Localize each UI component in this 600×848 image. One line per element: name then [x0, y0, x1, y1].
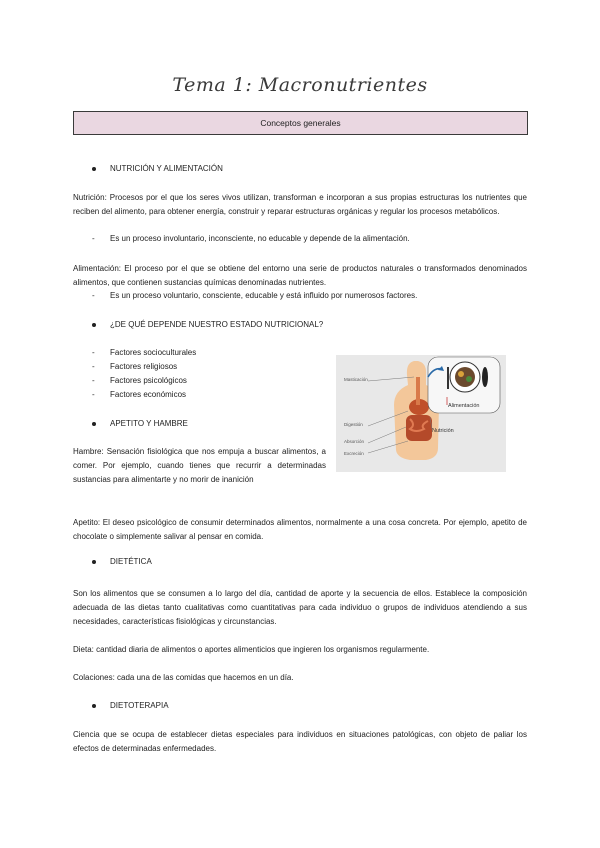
list-item: - Es un proceso voluntario, consciente, educable y está influido por numerosos factores.	[92, 291, 418, 300]
paragraph-nutricion: Nutrición: Procesos por el que los seres vivos utilizan, transforman e incorporan a sus propias estructuras los nutrientes que reciben del alimento, para obtener energía, construir y reparar estructuras orgánicas y regular los procesos metabólicos.	[73, 193, 527, 216]
esophagus-shape	[416, 377, 420, 405]
list-item: - Factores religiosos	[92, 362, 178, 371]
heading-nutricion-alimentacion: NUTRICIÓN Y ALIMENTACIÓN	[92, 164, 223, 173]
label-masticacion: Masticación	[344, 377, 368, 382]
list-item: - Factores económicos	[92, 390, 187, 399]
bullet-icon	[92, 323, 96, 327]
dash-icon: -	[92, 390, 95, 399]
bullet-icon	[92, 704, 96, 708]
paragraph-dieta: Dieta: cantidad diaria de alimentos o aportes alimenticios que ingieren los organismos regularmente.	[73, 645, 430, 654]
knife-icon	[482, 367, 488, 387]
food-icon	[455, 367, 475, 387]
label-digestion: Digestión	[344, 422, 363, 427]
dash-icon: -	[92, 291, 95, 300]
dash-icon: -	[92, 234, 95, 243]
paragraph-dietetica: Son los alimentos que se consumen a lo largo del día, cantidad de aporte y la secuencia de ellos. Establece la composición adecuada de las dietas tanto cualitativas como cuantitativas para cada individuo o grupos de individuos atendiendo a sus necesidades, características fisiológicas y circunstancias.	[73, 589, 527, 626]
paragraph-hambre: Hambre: Sensación fisiológica que nos empuja a buscar alimentos, a comer. Por ejemplo, cuando tienes que recurrir a determinadas sustancias para alimentarte y no morir de inanición	[73, 447, 326, 484]
paragraph-dietoterapia: Ciencia que se ocupa de establecer dietas especiales para individuos en situaciones patológicas, con objeto de paliar los efectos de determinadas enfermedades.	[73, 730, 527, 753]
heading-dietoterapia: DIETOTERAPIA	[92, 701, 169, 710]
heading-estado-nutricional: ¿DE QUÉ DEPENDE NUESTRO ESTADO NUTRICIONAL?	[92, 320, 323, 329]
paragraph-colaciones: Colaciones: cada una de las comidas que hacemos en un día.	[73, 673, 294, 682]
dash-icon: -	[92, 348, 95, 357]
page-title: Tema 1: Macronutrientes	[172, 74, 428, 96]
label-nutricion: Nutrición	[432, 428, 454, 434]
food-detail	[466, 376, 472, 382]
heading-apetito-hambre: APETITO Y HAMBRE	[92, 419, 188, 428]
bullet-icon	[92, 422, 96, 426]
heading-dietetica: DIETÉTICA	[92, 557, 152, 566]
fork-icon	[447, 367, 449, 389]
section-banner	[73, 111, 528, 135]
food-detail	[458, 371, 464, 377]
dash-icon: -	[92, 376, 95, 385]
digestive-system-figure	[336, 355, 506, 472]
bullet-icon	[92, 560, 96, 564]
label-excrecion: Excreción	[344, 451, 364, 456]
list-item: - Factores socioculturales	[92, 348, 197, 357]
list-item: - Es un proceso involuntario, inconsciente, no educable y depende de la alimentación.	[92, 234, 410, 243]
banner-label: Conceptos generales	[260, 118, 341, 128]
paragraph-apetito: Apetito: El deseo psicológico de consumir determinados alimentos, normalmente a una cosa concreta. Por ejemplo, apetito de chocolate o simplemente salivar al pensar en comida.	[73, 518, 527, 541]
label-absorcion: Absorción	[344, 439, 365, 444]
dash-icon: -	[92, 362, 95, 371]
list-item: - Factores psicológicos	[92, 376, 187, 385]
paragraph-alimentacion: Alimentación: El proceso por el que se obtiene del entorno una serie de productos naturales o transformados denominados alimentos, que contienen sustancias químicas denominadas nutrientes.	[73, 264, 527, 287]
label-alimentacion: Alimentación	[448, 403, 480, 409]
bullet-icon	[92, 167, 96, 171]
